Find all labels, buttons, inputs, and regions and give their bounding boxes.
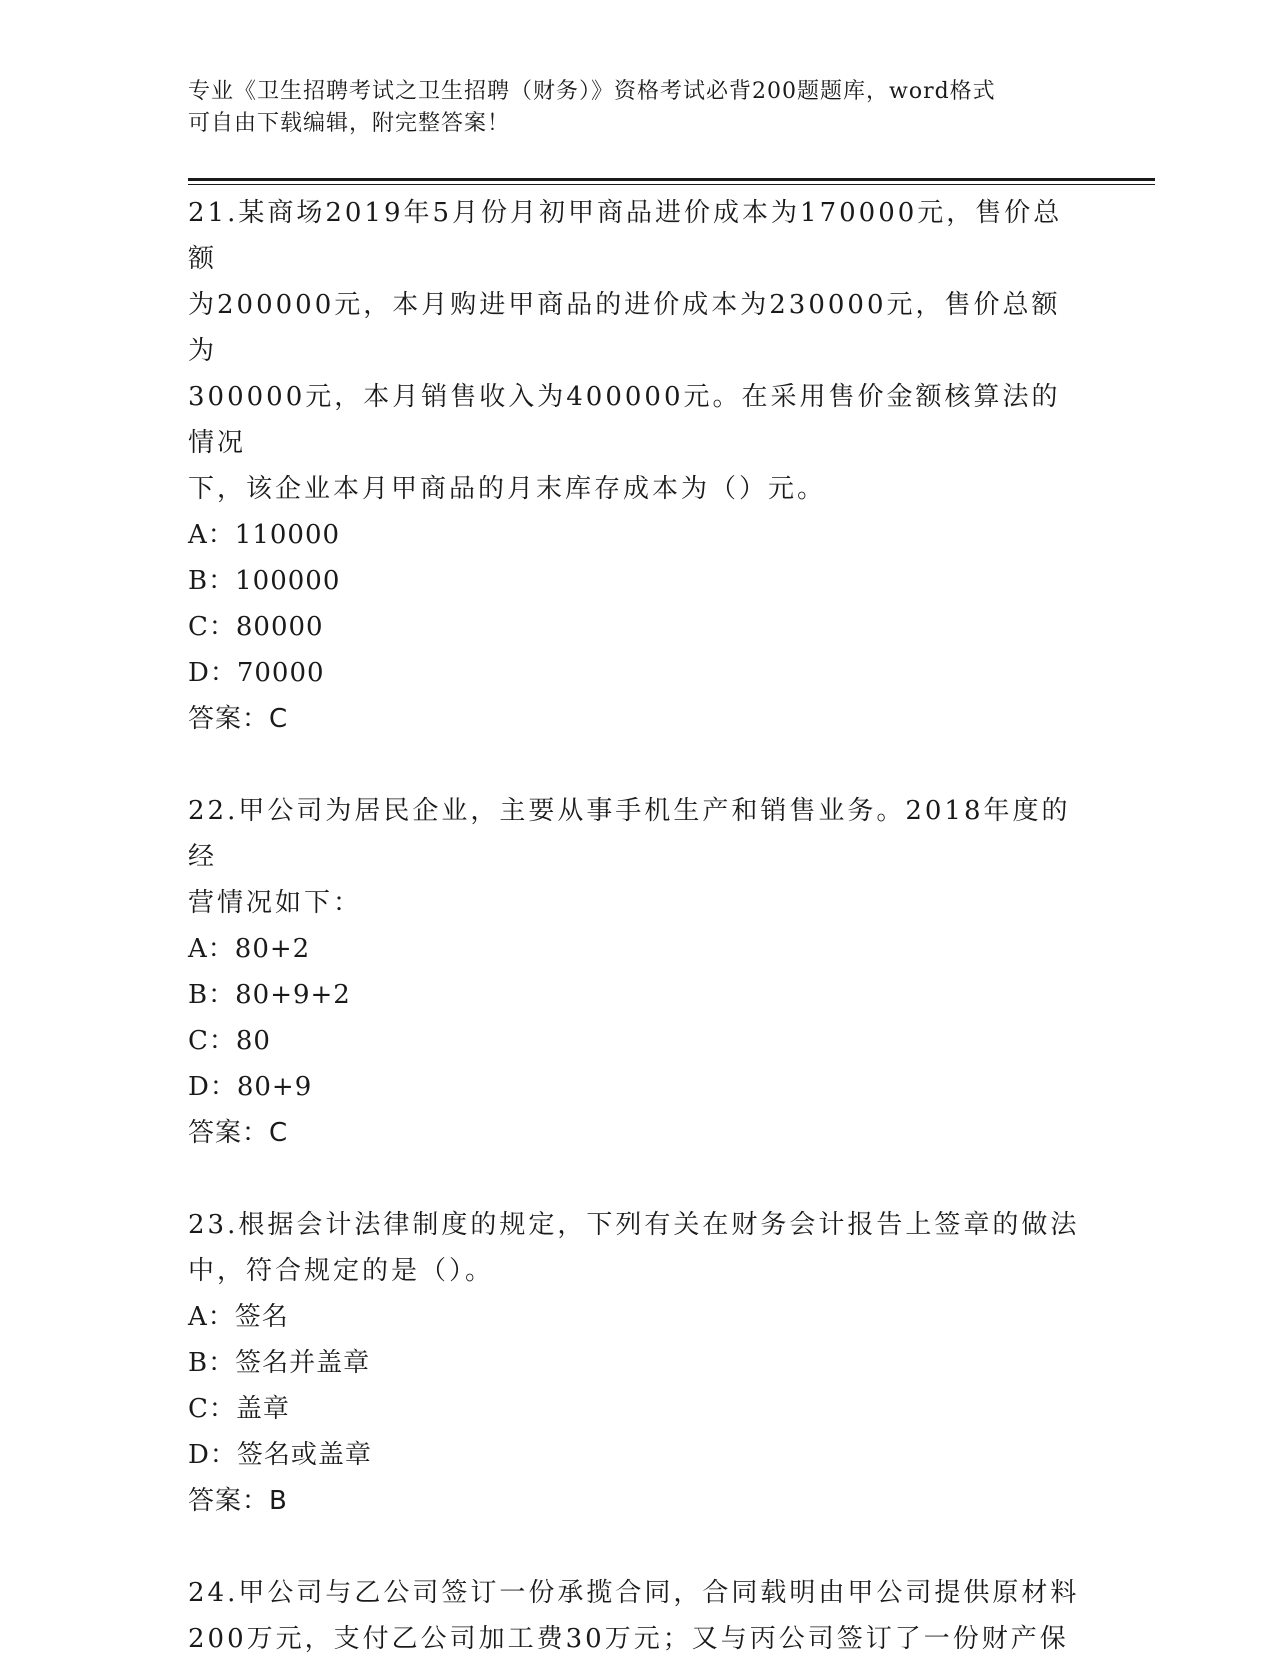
question-text-line: 21.某商场2019年5月份月初甲商品进价成本为170000元，售价总额: [188, 198, 1063, 274]
question-text-line: 为200000元，本月购进甲商品的进价成本为230000元，售价总额为: [188, 290, 1061, 366]
question-text-line: 24.甲公司与乙公司签订一份承揽合同，合同载明由甲公司提供原材料: [188, 1578, 1080, 1608]
header-divider-thin: [188, 184, 1155, 185]
header-line-1: 专业《卫生招聘考试之卫生招聘（财务）》资格考试必背200题题库，word格式: [188, 79, 996, 104]
question-spacer: [188, 742, 1088, 788]
question-text-line: 营情况如下：: [188, 888, 363, 918]
option-a: A：110000: [188, 520, 341, 550]
answer-label: 答案：C: [188, 1118, 289, 1148]
question-text-line: 300000元，本月销售收入为400000元。在采用售价金额核算法的情况: [188, 382, 1061, 458]
option-d: D：签名或盖章: [188, 1440, 372, 1470]
option-c: C：80: [188, 1026, 271, 1056]
question-text-line: 22.甲公司为居民企业，主要从事手机生产和销售业务。2018年度的经: [188, 796, 1071, 872]
header-divider-thick: [188, 178, 1155, 181]
option-d: D：70000: [188, 658, 325, 688]
option-a: A：80+2: [188, 934, 311, 964]
question-22: [188, 788, 1088, 1156]
option-c: C：盖章: [188, 1394, 290, 1424]
question-21: [188, 190, 1088, 742]
option-d: D：80+9: [188, 1072, 313, 1102]
answer-label: 答案：B: [188, 1486, 288, 1516]
option-b: B：80+9+2: [188, 980, 351, 1010]
header-line-2: 可自由下载编辑，附完整答案！: [188, 111, 511, 136]
question-spacer: [188, 1156, 1088, 1202]
option-c: C：80000: [188, 612, 324, 642]
question-23: [188, 1202, 1088, 1524]
question-list: [188, 190, 1088, 1662]
document-header: [188, 76, 1068, 140]
question-text-line: 下，该企业本月甲商品的月末库存成本为（）元。: [188, 474, 827, 504]
answer-label: 答案：C: [188, 704, 289, 734]
question-24: [188, 1570, 1088, 1662]
option-b: B：签名并盖章: [188, 1348, 371, 1378]
option-a: A：签名: [188, 1302, 289, 1332]
option-b: B：100000: [188, 566, 341, 596]
question-text-line: 中，符合规定的是（）。: [188, 1256, 495, 1286]
question-text-line: 200万元，支付乙公司加工费30万元；又与丙公司签订了一份财产保: [188, 1624, 1069, 1654]
question-spacer: [188, 1524, 1088, 1570]
question-text-line: 23.根据会计法律制度的规定，下列有关在财务会计报告上签章的做法: [188, 1210, 1080, 1240]
